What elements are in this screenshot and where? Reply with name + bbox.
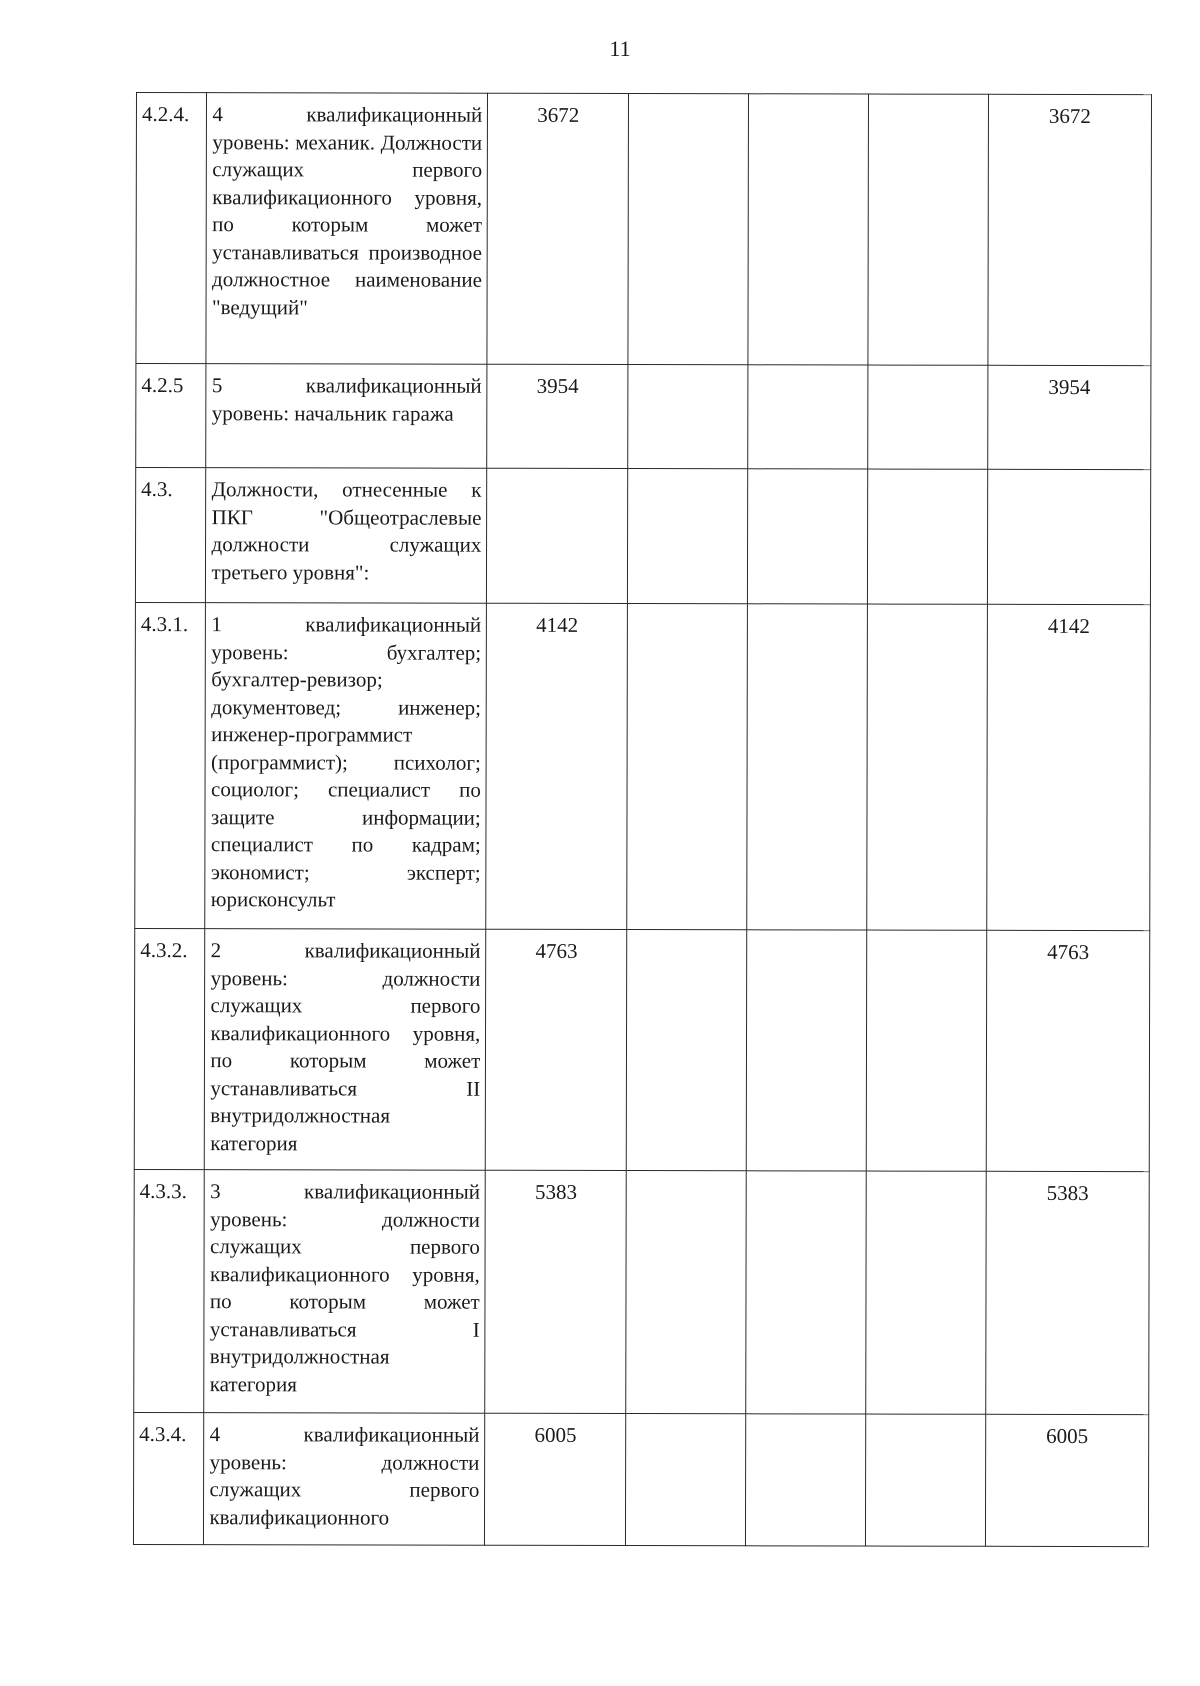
empty-cell	[746, 1414, 866, 1546]
total-salary-cell	[987, 469, 1150, 604]
empty-cell	[748, 365, 868, 469]
table-row	[134, 1169, 1150, 1414]
row-number: 4.3.1.	[135, 602, 206, 928]
row-number: 4.2.5	[136, 364, 207, 468]
empty-cell	[866, 1414, 986, 1546]
base-salary-cell: 3672	[487, 93, 629, 364]
total-salary-cell: 3954	[988, 365, 1151, 469]
empty-cell	[867, 469, 987, 604]
base-salary-cell: 3954	[487, 364, 628, 468]
table-row	[136, 364, 1151, 470]
empty-cell	[866, 1171, 986, 1414]
base-salary-cell: 4763	[486, 929, 627, 1170]
base-salary-cell	[487, 468, 628, 603]
table-row	[136, 93, 1152, 366]
empty-cell	[626, 1171, 746, 1414]
page-number: 11	[609, 36, 631, 61]
row-number: 4.3.3.	[134, 1169, 205, 1412]
row-number: 4.3.4.	[133, 1412, 204, 1544]
empty-cell	[628, 469, 748, 604]
position-description: 3 квалификационный уровень: должности служащих первого квалификационного уровня, по которым может устанавливаться I внутридолжностная категория	[204, 1170, 485, 1414]
position-description: 2 квалификационный уровень: должности служащих первого квалификационного уровня, по которым может устанавливаться II внутридолжностная категория	[205, 929, 486, 1171]
position-description: 5 квалификационный уровень: начальник гаража	[206, 364, 487, 469]
empty-cell	[748, 469, 868, 604]
row-number: 4.3.2.	[134, 928, 205, 1169]
position-description: 4 квалификационный уровень: должности служащих первого квалификационного	[204, 1413, 485, 1546]
empty-cell	[628, 94, 748, 365]
empty-cell	[867, 604, 988, 930]
empty-cell	[866, 930, 986, 1171]
empty-cell	[868, 365, 988, 469]
empty-cell	[747, 604, 868, 930]
table-row	[134, 928, 1150, 1171]
total-salary-cell: 4763	[986, 930, 1150, 1171]
salary-table	[133, 92, 1152, 1547]
position-description: 1 квалификационный уровень: бухгалтер; бухгалтер-ревизор; документовед; инженер; инженер-программист (программист); психолог; социолог; специалист по защите информации; специалист по кадрам; экономист; эксперт; юрисконсульт	[205, 603, 487, 930]
empty-cell	[748, 94, 868, 365]
table-row	[135, 602, 1151, 930]
position-description: Должности, отнесенные к ПКГ "Общеотраслевые должности служащих третьего уровня":	[206, 468, 487, 604]
total-salary-cell: 6005	[985, 1414, 1148, 1546]
row-number: 4.2.4.	[136, 93, 207, 364]
total-salary-cell: 4142	[987, 604, 1151, 930]
table-row	[133, 1412, 1148, 1546]
empty-cell	[626, 1414, 746, 1546]
row-number: 4.3.	[135, 468, 206, 603]
base-salary-cell: 5383	[485, 1170, 626, 1413]
total-salary-cell: 5383	[986, 1171, 1150, 1414]
empty-cell	[628, 365, 748, 469]
base-salary-cell: 6005	[485, 1413, 626, 1545]
table-row	[135, 468, 1150, 605]
empty-cell	[627, 604, 748, 930]
empty-cell	[868, 94, 988, 365]
position-description: 4 квалификационный уровень: механик. Должности служащих первого квалификационного уровня, по которым может устанавливаться производное должностное наименование "ведущий"	[206, 93, 487, 365]
empty-cell	[746, 930, 866, 1171]
empty-cell	[746, 1171, 866, 1414]
total-salary-cell: 3672	[988, 94, 1152, 365]
base-salary-cell: 4142	[486, 603, 628, 929]
empty-cell	[626, 930, 746, 1171]
